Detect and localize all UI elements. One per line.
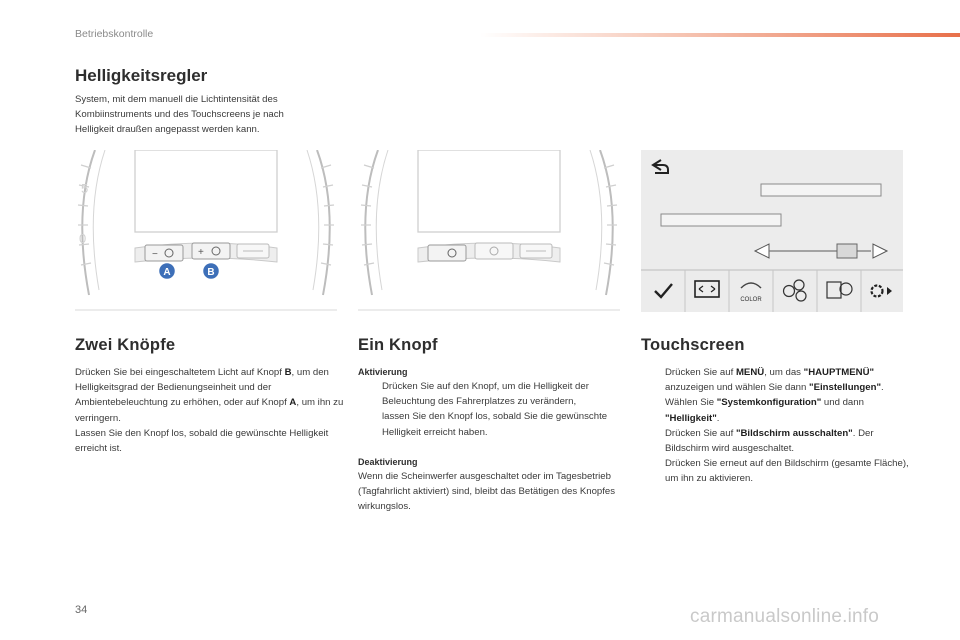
activation-step-1 — [358, 379, 628, 409]
text-run: Wählen Sie — [665, 397, 717, 409]
svg-text:0: 0 — [79, 231, 87, 246]
deactivation-heading: Deaktivierung — [358, 456, 418, 467]
text-run: , um den Helligkeitsgrad der Bedienungseinheit und der Ambientebeleuchtung zu erhöhen, oder auf Knopf — [75, 367, 329, 409]
header-accent-bar — [480, 33, 960, 37]
text-run: , um ihn zu verringern. — [75, 397, 344, 424]
text-run: lassen Sie den Knopf los, sobald Sie die gewünschte Helligkeit erreicht haben. — [382, 411, 608, 438]
page-title: Helligkeitsregler — [75, 66, 208, 85]
bold-run: "Einstellungen" — [809, 382, 882, 394]
color-label: COLOR — [740, 297, 762, 303]
key-b-ref: B — [284, 367, 292, 378]
text-run: Drücken Sie auf den Knopf, um die Helligkeit der Beleuchtung des Fahrerplatzes zu verändern, — [382, 381, 589, 408]
button-b-marker — [203, 263, 220, 280]
touchscreen-step-1 — [641, 365, 909, 395]
text-run: . Der Bildschirm wird ausgeschaltet. — [665, 427, 874, 455]
text-run: Drücken Sie bei eingeschaltetem Licht auf Knopf — [75, 367, 285, 378]
text-run: anzuzeigen und wählen Sie dann — [665, 382, 810, 394]
bold-run: "Systemkonfiguration" — [716, 397, 822, 409]
section-touchscreen — [641, 336, 909, 487]
text-run: Lassen Sie den Knopf los, sobald die gewünschte Helligkeit erreicht ist. — [75, 427, 329, 455]
figure-touchscreen — [641, 150, 903, 312]
text-run: . — [716, 412, 720, 424]
two-buttons-text — [75, 365, 345, 456]
text-run: . — [881, 382, 884, 394]
svg-text:+: + — [198, 247, 204, 258]
touchscreen-step-2 — [641, 395, 909, 425]
svg-text:−: − — [152, 249, 158, 260]
text-run: , um das — [764, 367, 804, 378]
key-a-ref: A — [289, 397, 297, 409]
figure-two-buttons — [75, 150, 337, 312]
text-run: Drücken Sie erneut auf den Bildschirm (gesamte Fläche), um ihn zu aktivieren. — [665, 458, 909, 485]
intro-text: System, mit dem manuell die Lichtintensität des Kombiinstruments und des Touchscreens je nach Helligkeit draußen angepasst werden kann. — [75, 94, 284, 135]
button-a-label: A — [163, 267, 171, 278]
touchscreen-step-3 — [641, 426, 909, 487]
section-title-touchscreen: Touchscreen — [641, 336, 745, 354]
page-number: 34 — [75, 604, 88, 616]
button-b-label: B — [207, 267, 215, 278]
section-header: Betriebskontrolle — [75, 28, 154, 40]
figure-one-button — [358, 150, 620, 312]
text-run: Drücken Sie auf — [665, 367, 736, 378]
section-two-buttons — [75, 336, 345, 456]
bold-run: "Bildschirm ausschalten" — [735, 427, 853, 439]
bold-run: "Helligkeit" — [665, 412, 717, 424]
section-title-one-button: Ein Knopf — [358, 336, 438, 354]
button-a-marker — [159, 263, 176, 280]
activation-step-2 — [358, 409, 628, 439]
text-run: Drücken Sie auf — [665, 427, 736, 439]
activation-heading: Aktivierung — [358, 367, 408, 377]
section-one-button — [358, 336, 628, 514]
section-title-two-buttons: Zwei Knöpfe — [75, 336, 176, 354]
bold-run: MENÜ — [735, 367, 765, 378]
text-run: und dann — [821, 397, 864, 409]
deactivation-text: Wenn die Scheinwerfer ausgeschaltet oder im Tagesbetrieb (Tagfahrlicht aktiviert) sind, bleibt das Betätigen des Knopfes wirkungslos. — [358, 470, 616, 513]
bold-run: "HAUPTMENÜ" — [803, 367, 875, 378]
svg-text:5: 5 — [81, 181, 89, 196]
watermark: carmanualsonline.info — [690, 606, 880, 627]
